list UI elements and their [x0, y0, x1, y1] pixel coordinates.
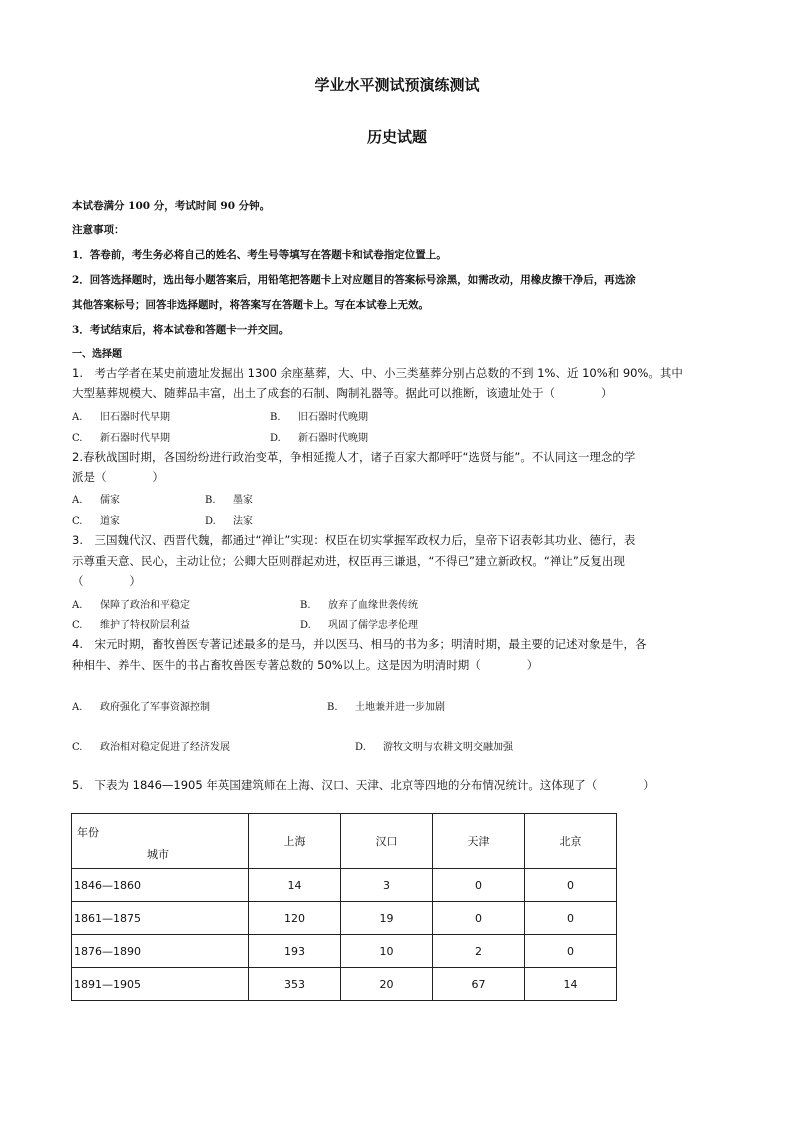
table-cell: 193: [249, 935, 341, 968]
corner-year-label: 年份: [77, 826, 99, 839]
option-letter: A.: [72, 600, 83, 611]
option-letter: C.: [72, 516, 83, 527]
option-text: 政治相对稳定促进了经济发展: [100, 742, 230, 753]
table-cell: 0: [525, 869, 617, 902]
q2-stem-line2: 派是（ ）: [72, 470, 164, 484]
option-letter: D.: [355, 742, 366, 753]
option-letter: D.: [300, 620, 311, 631]
q2-stem-line1: 2.春秋战国时期，各国纷纷进行政治变革，争相延揽人才，诸子百家大都呼吁“选贤与能”。不认同这一理念的学: [72, 450, 636, 464]
table-cell: 20: [341, 968, 433, 1001]
q2-option-d: [205, 512, 253, 527]
option-letter: B.: [327, 702, 338, 713]
option-letter: D.: [205, 516, 216, 527]
q4-option-a: [72, 698, 210, 713]
option-text: 维护了特权阶层利益: [100, 620, 190, 631]
table-cell: 0: [433, 869, 525, 902]
option-text: 旧石器时代晚期: [298, 412, 368, 423]
table-cell: 120: [249, 902, 341, 935]
option-letter: B.: [270, 412, 281, 423]
option-letter: A.: [72, 495, 83, 506]
table-cell: 14: [249, 869, 341, 902]
option-text: 游牧文明与农耕文明交融加强: [383, 742, 513, 753]
option-text: 新石器时代早期: [100, 433, 170, 444]
column-header: 北京: [525, 814, 617, 869]
q3-option-a: [72, 596, 190, 611]
table-corner-cell: [72, 814, 249, 869]
table-row: [72, 902, 617, 935]
option-letter: A.: [72, 412, 83, 423]
table-cell: 2: [433, 935, 525, 968]
table-row: [72, 935, 617, 968]
instruction-score: 本试卷满分 100 分，考试时间 90 分钟。: [72, 200, 271, 212]
table-row: [72, 968, 617, 1001]
q4-option-b: [327, 698, 445, 713]
option-text: 儒家: [100, 495, 120, 506]
instruction-item-2b: 其他答案标号；回答非选择题时，将答案写在答题卡上。写在本试卷上无效。: [72, 299, 429, 311]
section-heading: 一、选择题: [72, 349, 122, 360]
option-text: 法家: [233, 516, 253, 527]
architect-distribution-table: [71, 813, 617, 1001]
table-cell: 3: [341, 869, 433, 902]
q3-option-d: [300, 616, 418, 631]
instruction-item-2a: 2．回答选择题时，选出每小题答案后，用铅笔把答题卡上对应题目的答案标号涂黑，如需改动，用橡皮擦干净后，再选涂: [72, 274, 636, 286]
option-text: 政府强化了军事资源控制: [100, 702, 210, 713]
column-header: 汉口: [341, 814, 433, 869]
table-cell: 353: [249, 968, 341, 1001]
q3-option-b: [300, 596, 418, 611]
option-letter: A.: [72, 702, 83, 713]
option-text: 旧石器时代早期: [100, 412, 170, 423]
q1-stem-line1: 1. 考古学者在某史前遗址发掘出 1300 余座墓葬，大、中、小三类墓葬分别占总数的不到 1%、近 10%和 90%。其中: [72, 366, 683, 380]
option-letter: D.: [270, 433, 281, 444]
q4-stem-line2: 种相牛、养牛、医牛的书占畜牧兽医专著总数的 50%以上。这是因为明清时期（ ）: [72, 658, 539, 672]
table-cell: 0: [525, 935, 617, 968]
q4-stem-line1: 4. 宋元时期，畜牧兽医专著记述最多的是马，并以医马、相马的书为多；明清时期，最主要的记述对象是牛，各: [72, 637, 647, 651]
option-letter: C.: [72, 433, 83, 444]
column-header: 天津: [433, 814, 525, 869]
column-header: 上海: [249, 814, 341, 869]
q3-stem-line2: 示尊重天意、民心，主动让位；公卿大臣则群起劝进，权臣再三谦退，“不得已”建立新政权。“禅让”反复出现: [72, 554, 625, 568]
q3-stem-line3: （ ）: [72, 574, 141, 588]
table-cell: 19: [341, 902, 433, 935]
option-text: 保障了政治和平稳定: [100, 600, 190, 611]
option-text: 新石器时代晚期: [298, 433, 368, 444]
table-cell: 0: [433, 902, 525, 935]
option-text: 道家: [100, 516, 120, 527]
table-cell: 14: [525, 968, 617, 1001]
q1-option-d: [270, 429, 368, 444]
option-text: 巩固了儒学忠孝伦理: [328, 620, 418, 631]
row-period: 1876—1890: [72, 935, 249, 968]
q3-stem-line1: 3. 三国魏代汉、西晋代魏，都通过“禅让”实现：权臣在切实掌握军政权力后，皇帝下诏表彰其功业、德行，表: [72, 533, 636, 547]
table-cell: 10: [341, 935, 433, 968]
q2-option-a: [72, 491, 120, 506]
exam-title: 学业水平测试预演练测试: [314, 76, 480, 94]
q5-stem-line1: 5. 下表为 1846—1905 年英国建筑师在上海、汉口、天津、北京等四地的分布情况统计。这体现了（ ）: [72, 778, 655, 792]
table-cell: 0: [525, 902, 617, 935]
option-text: 放弃了血缘世袭传统: [328, 600, 418, 611]
corner-city-label: 城市: [147, 848, 169, 861]
option-letter: B.: [205, 495, 216, 506]
q4-option-c: [72, 738, 230, 753]
instruction-item-3: 3．考试结束后，将本试卷和答题卡一并交回。: [72, 324, 290, 336]
instruction-notice-label: 注意事项：: [72, 224, 125, 236]
q2-option-c: [72, 512, 120, 527]
table-cell: 67: [433, 968, 525, 1001]
instruction-item-1: 1．答卷前，考生务必将自己的姓名、考生号等填写在答题卡和试卷指定位置上。: [72, 249, 447, 261]
row-period: 1891—1905: [72, 968, 249, 1001]
exam-subtitle: 历史试题: [366, 128, 427, 146]
table-row: [72, 869, 617, 902]
option-text: 土地兼并进一步加剧: [355, 702, 445, 713]
row-period: 1861—1875: [72, 902, 249, 935]
option-letter: B.: [300, 600, 311, 611]
q1-option-a: [72, 408, 170, 423]
option-letter: C.: [72, 620, 83, 631]
row-period: 1846—1860: [72, 869, 249, 902]
option-letter: C.: [72, 742, 83, 753]
q3-option-c: [72, 616, 190, 631]
q2-option-b: [205, 491, 253, 506]
option-text: 墨家: [233, 495, 253, 506]
q1-option-c: [72, 429, 170, 444]
table-header-row: [72, 814, 617, 869]
q1-stem-line2: 大型墓葬规模大、随葬品丰富，出土了成套的石制、陶制礼器等。据此可以推断，该遗址处于（ ）: [72, 386, 613, 400]
q4-option-d: [355, 738, 513, 753]
q1-option-b: [270, 408, 368, 423]
